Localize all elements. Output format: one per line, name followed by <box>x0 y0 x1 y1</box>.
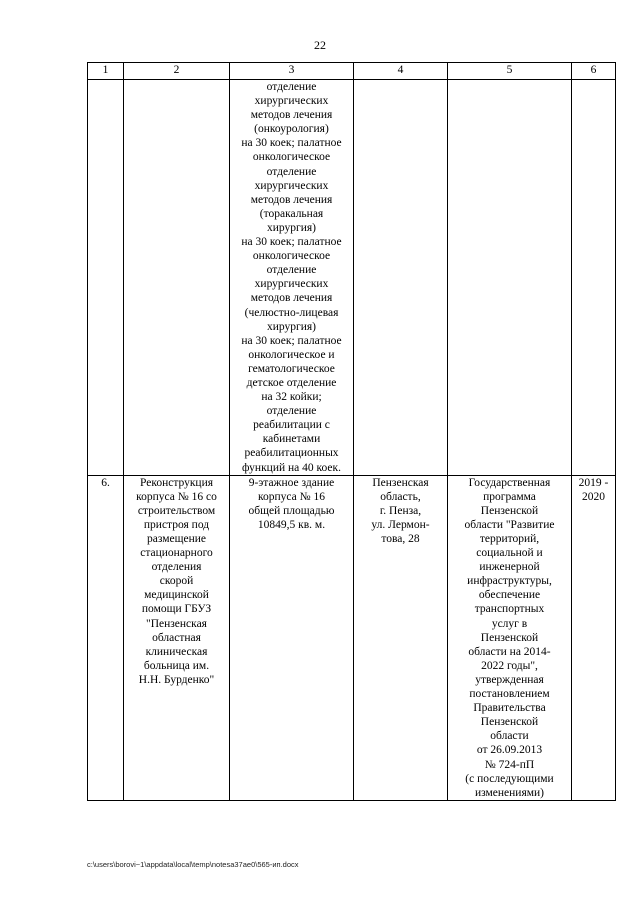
page-number: 22 <box>314 38 326 52</box>
cell-empty <box>354 80 448 476</box>
cell-description-continued: отделение хирургических методов лечения (онкоурология) на 30 коек; палатное онкологическое отделение хирургических методов лечения (торакальная хирургия) на 30 коек; палатное онкологическое отделение хирургических методов лечения (челюстно-лицевая хирургия) на 30 коек; палатное онкологическое и гематологическое детское отделение на 32 койки; отделение реабилитации с кабинетами реабилитационных функций на 40 коек. <box>230 80 354 476</box>
header-col-5: 5 <box>448 63 572 80</box>
header-col-3: 3 <box>230 63 354 80</box>
cell-empty <box>88 80 124 476</box>
cell-address: Пензенская область, г. Пенза, ул. Лермон- това, 28 <box>354 475 448 800</box>
table-row-6 <box>88 475 616 800</box>
header-col-6: 6 <box>572 63 616 80</box>
cell-empty <box>124 80 230 476</box>
cell-empty <box>448 80 572 476</box>
table-row-continuation <box>88 80 616 476</box>
cell-object-description: 9-этажное здание корпуса № 16 общей площадью 10849,5 кв. м. <box>230 475 354 800</box>
header-col-2: 2 <box>124 63 230 80</box>
objects-table <box>87 62 616 801</box>
cell-row-number: 6. <box>88 475 124 800</box>
table-header-row <box>88 63 616 80</box>
cell-empty <box>572 80 616 476</box>
file-path-footer: c:\users\borovi~1\appdata\local\temp\notesa37ae0\565-ип.docx <box>87 860 299 869</box>
header-col-1: 1 <box>88 63 124 80</box>
cell-program: Государственная программа Пензенской области "Развитие территорий, социальной и инженерной инфраструктуры, обеспечение транспортных услуг в Пензенской области на 2014- 2022 годы", утвержденная постановлением Правительства Пензенской области от 26.09.2013 № 724-пП (с последующими изменениями) <box>448 475 572 800</box>
cell-object-name: Реконструкция корпуса № 16 со строительством пристроя под размещение стационарного отделения скорой медицинской помощи ГБУЗ "Пензенская областная клиническая больница им. Н.Н. Бурденко" <box>124 475 230 800</box>
header-col-4: 4 <box>354 63 448 80</box>
cell-period: 2019 - 2020 <box>572 475 616 800</box>
